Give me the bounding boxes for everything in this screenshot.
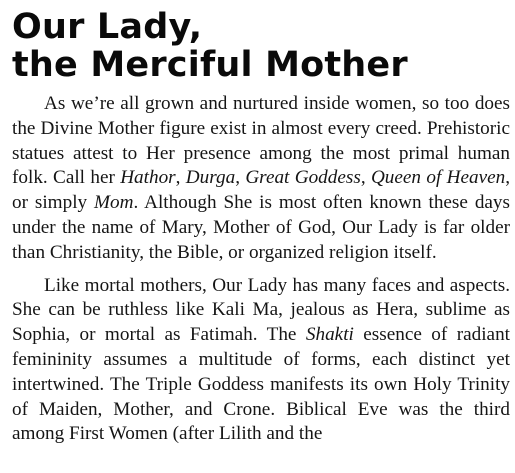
paragraph-1-italic-great-goddess: Great Goddess [245, 167, 361, 189]
heading-line-2: the Merciful Mother [12, 45, 408, 85]
paragraph-1-text-5: , or simply [12, 167, 511, 214]
paragraph-1-text-4: , [360, 167, 371, 189]
heading-line-1: Our Lady, [12, 7, 203, 47]
paragraph-2-text-2: essence of radiant femininity assumes a multitude of forms, each distinct yet intertwined. The Triple Goddess manifests its own Holy Trinity of Maiden, Mother, and Crone. Biblical Eve was the third among First Women (after Lilith and the [12, 324, 510, 445]
paragraph-1 [12, 92, 510, 266]
paragraph-2-text-1: Like mortal mothers, Our Lady has many faces and aspects. She can be ruthless like Kali Ma, jealous as Hera, sublime as Sophia, or mortal as Fatimah. The [12, 274, 510, 346]
paragraph-1-italic-mom: Mom [94, 192, 134, 214]
section-heading [12, 8, 510, 84]
paragraph-1-text-6: . Although She is most often known these days under the name of Mary, Mother of God, Our Lady is far older than Christianity, the Bible, or organized religion itself. [12, 192, 510, 263]
body-text [12, 92, 510, 447]
paragraph-1-text-3: , [235, 167, 246, 189]
paragraph-1-text-1: As we’re all grown and nurtured inside women, so too does the Divine Mother figure exist in almost every creed. Prehistoric statues attest to Her presence among the most primal human folk. Call her [12, 93, 510, 189]
paragraph-1-italic-queen-of-heaven: Queen of Heaven [370, 167, 506, 189]
paragraph-1-italic-hathor: Hathor [120, 167, 176, 189]
paragraph-2-italic-shakti: Shakti [305, 324, 354, 346]
paragraph-1-italic-durga: Durga [185, 167, 236, 189]
paragraph-1-text-2: , [175, 167, 186, 189]
paragraph-2 [12, 274, 510, 448]
document-page [12, 8, 510, 447]
